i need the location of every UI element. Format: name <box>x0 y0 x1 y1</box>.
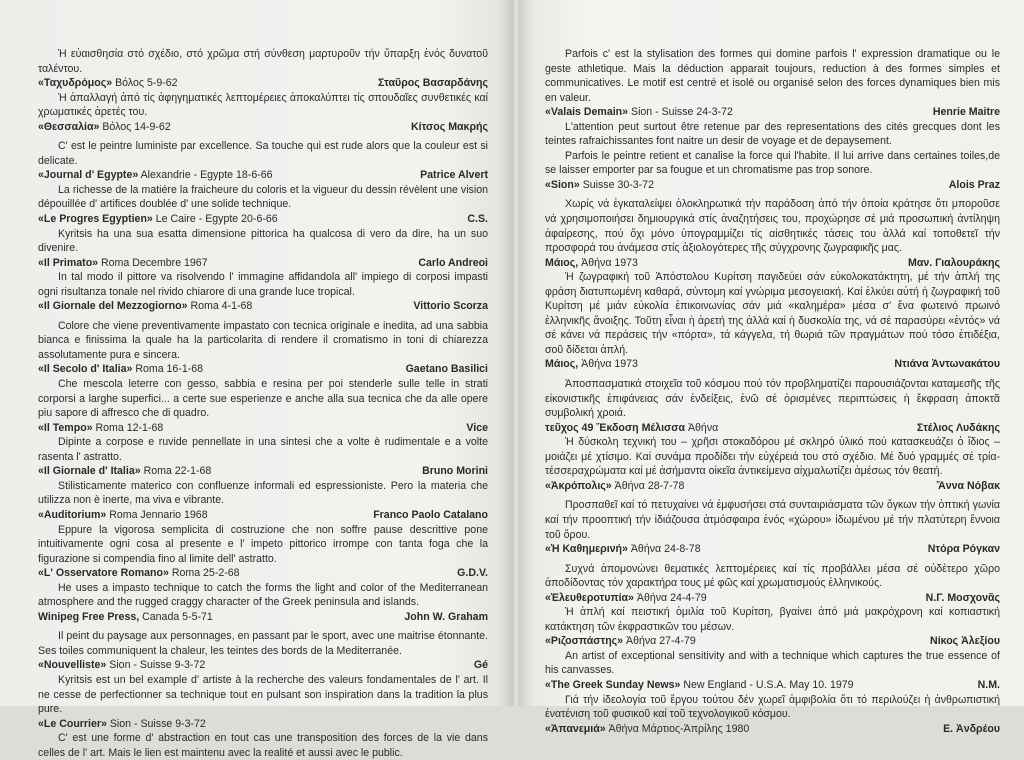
publication-place-date: Roma 4-1-68 <box>190 300 253 313</box>
publication-place-date: Roma 25-2-68 <box>171 567 240 580</box>
review-quote: Dipinte a corpose e ruvide pennellate in una sintesi che a volte è rudimentale e a volte rasenta l' astratto. <box>38 436 488 463</box>
review-source <box>38 566 488 581</box>
review-quote: An artist of exceptional sensitivity and with a technique which captures the true essence of his canvasses. <box>545 649 1000 677</box>
review-source <box>38 212 488 227</box>
review-source <box>545 421 1000 436</box>
review-author: N.M. <box>977 678 1000 691</box>
source-publication <box>38 658 205 673</box>
review-source <box>38 76 488 91</box>
publication-place-date: Ἀθήνα 27-4-79 <box>626 635 696 648</box>
review-source <box>545 591 1000 606</box>
source-publication <box>545 678 854 693</box>
review-author: Ἄννα Νόβακ <box>936 479 1000 492</box>
source-publication <box>545 591 707 606</box>
publication-name: «Il Tempo» <box>38 421 93 434</box>
review-source <box>38 658 488 673</box>
source-publication <box>38 256 208 271</box>
review-source <box>545 542 1000 557</box>
review-author: Νίκος Ἀλεξίου <box>930 635 1000 648</box>
review-source <box>545 256 1000 271</box>
publication-name: «Nouvelliste» <box>38 659 107 672</box>
publication-place-date: Canada 5-5-71 <box>142 610 213 623</box>
review-author: C.S. <box>467 213 488 226</box>
review-author: Vice <box>466 421 488 434</box>
review-quote: Προσπαθεῖ καί τό πετυχαίνει νά ἐμφυσήσει στά συνταιριάσματα τῶν ὄγκων τήν ὀπτική γωνία καί τήν προοπτική τήν ἰδιάζουσα ἀτμόσφαιρα ἑνός «χώρου» ἰδωμένου μέ τήν πλατύτερη ἔννοια τοῦ ὅρου. <box>545 499 1000 541</box>
review-quote: Kyritsis est un bel example d' artiste à la recherche des valeurs fondamentales de l' art. Il ne cesse de perfectionner sa technique tout en pulsant son inspiration dans la tradition la plus pure. <box>38 673 488 716</box>
publication-place-date: Ἀθήνα 28-7-78 <box>614 479 685 492</box>
publication-place-date: Ἀθήνα Μάρτιος-Ἀπρίλης 1980 <box>608 722 750 735</box>
review-quote: In tal modo il pittore va risolvendo l' immagine affidandola all' impiego di corposi impasti ogni risultanza tonale nel rivido chiarore di una grande luce tropical. <box>38 271 488 298</box>
review-author: Ν.Γ. Μοσχονᾶς <box>925 591 1000 604</box>
publication-name: «Journal d' Egypte» <box>38 169 139 182</box>
review-source <box>545 105 1000 120</box>
review-source <box>38 120 488 135</box>
source-publication <box>38 610 213 625</box>
source-publication <box>38 566 240 581</box>
review-author: Ντόρα Ρόγκαν <box>927 543 1000 556</box>
review-author: Vittorio Scorza <box>413 300 488 313</box>
review-quote: Parfois le peintre retient et canalise la force qui l'habite. Il lui arrive dans certaines toiles,de se laisser emporter par sa fougue et un chromatisme pas trop sonore. <box>545 149 1000 177</box>
review-source <box>38 421 488 436</box>
publication-name: Μάιος, <box>545 256 579 269</box>
review-quote: Che mescola leterre con gesso, sabbia e resina per poi stenderle sulle telle in strati corporsi a larghe superfici... a certe sue esperienze e anche alla sua tecnica che da alle opere piu sapore di affresco che di quadro. <box>38 378 488 420</box>
review-source <box>38 256 488 271</box>
review-source <box>545 178 1000 193</box>
review-quote: Ἡ ζωγραφική τοῦ Ἀπόστολου Κυρίτση παγιδεύει σάν εὐκολοκατάκτητη, μέ τήν ἁπλή της φράση διατυπωμένη καθαρά, σύντομη καί γνώριμα μεσογειακή. Καί ἑλκύει αὐτή ἡ ζωγραφική τοῦ Κυρίτση μέ μιάν εὐκολία ἐπικοινωνίας σάν μιά «καλημέρα» μέσα σ' ἕνα φωτεινό πρωινό ἑλληνικῆς ἄνοιξης. Τοῦτη εἶναι ἡ ἀρετή της ἀλλά καί ἡ δυσκολία της, νά σέ παρασύρει «ἐντός» νά σέ κάνει νά περάσεις τήν «πόρτα», τά κάγγελα, τή θωριά τῶν πραγμάτων πού τόσο ἐπιδέξια, σοῦ δίδεται ἁπλή. <box>545 271 1000 356</box>
publication-name: «Ριζοσπάστης» <box>545 635 624 648</box>
publication-name: «Valais Demain» <box>545 106 629 119</box>
publication-name: «Il Secolo d' Italia» <box>38 363 133 376</box>
publication-name: «Ἀπανεμιά» <box>545 722 606 735</box>
source-publication <box>38 120 171 135</box>
right-column <box>545 47 1000 736</box>
left-column <box>38 47 488 760</box>
source-publication <box>545 479 684 494</box>
publication-place-date: Ἀθήνα <box>687 421 719 434</box>
review-author: Στέλιος Λυδάκης <box>916 421 1000 434</box>
publication-name: «Auditorium» <box>38 508 107 521</box>
source-publication <box>38 76 178 91</box>
publication-name: Winipeg Free Press, <box>38 610 140 623</box>
review-quote: Ἡ δύσκολη τεχνική του – χρῆσι στοκαδόρου μέ σκληρό ὑλικό πού κατασκευάζει ὁ ἴδιος – μοιάζει μέ χτίσιμο. Καί συνάμα προδίδει τήν εὐχέρειά του στό σχέδιο. Μέ δυό γραμμές σέ τρία-τέσσεραχρώματα καί μέ ἀσήμαντα οἰκεῖα ἀντικείμενα αἰχμαλωτίζει ἀμέσως τόν θεατή. <box>545 436 1000 478</box>
review-quote: L'attention peut surtout être retenue par des representations des cités grecques dont les teintes rafraichissantes font naitre un desir de voyage et de depaysement. <box>545 120 1000 148</box>
review-source <box>38 168 488 183</box>
publication-name: «L' Osservatore Romano» <box>38 567 169 580</box>
review-author: Henrie Maitre <box>932 106 1000 119</box>
source-publication <box>545 421 718 436</box>
review-author: Ντιάνα Ἀντωνακάτου <box>894 358 1000 371</box>
publication-place-date: Ἀθήνα 24-8-78 <box>630 543 701 556</box>
review-quote: Ἀποσπασματικά στοιχεῖα τοῦ κόσμου πού τόν προβληματίζει παρουσιάζονται καταμεσῆς τῆς εἰκονιστικῆς ἐπιφάνειας σάν ἐνδείξεις, ἐνῶ σέ ὁρισμένες περιπτώσεις ἡ ἔκφραση ἀποκτᾶ συμβολική χροιά. <box>545 378 1000 420</box>
review-source <box>545 479 1000 494</box>
review-quote: Γιά τήν ἰδεολογία τοῦ ἔργου τούτου δέν χωρεῖ ἀμφιβολία ὅτι τό περιλούζει ἡ ἀνθρωπιστική ἐνατένιση τοῦ φυσικοῦ καί τοῦ τεχνολογικοῦ κόσμου. <box>545 693 1000 721</box>
review-source <box>38 508 488 523</box>
review-author: Carlo Andreoi <box>418 256 488 269</box>
publication-name: «Il Primato» <box>38 256 99 269</box>
publication-place-date: Sion - Suisse 24-3-72 <box>631 106 733 119</box>
review-source <box>38 610 488 625</box>
publication-place-date: Roma 12-1-68 <box>95 421 164 434</box>
source-publication <box>38 717 206 732</box>
publication-name: Μάιος, <box>545 358 579 371</box>
review-quote: Ἡ ἁπλή καί πειστική ὁμιλία τοῦ Κυρίτση, βγαίνει ἀπό μιά μακρόχρονη καί κοπιαστική κατάκτηση τῶν ἐκφραστικῶν του μέσων. <box>545 606 1000 633</box>
publication-name: «Il Giornale d' Italia» <box>38 465 141 478</box>
publication-name: «Θεσσαλία» <box>38 120 100 133</box>
review-quote: He uses a impasto technique to catch the forms the light and color of the Mediterranean atmosphere and the rugged craggy character of the Greek peninsula and islands. <box>38 581 488 609</box>
publication-place-date: Ἀθήνα 1973 <box>581 256 638 269</box>
review-source <box>545 722 1000 737</box>
source-publication <box>38 299 252 314</box>
source-publication <box>545 722 749 737</box>
review-author: Κίτσος Μακρής <box>411 120 488 133</box>
publication-name: «Le Progres Egyptien» <box>38 213 153 226</box>
publication-place-date: Roma 16-1-68 <box>135 363 204 376</box>
review-author: G.D.V. <box>457 567 488 580</box>
review-quote: Parfois c' est la stylisation des formes qui domine parfois l' expression dramatique ou le geste athletique. Mais la déduction apparait toujours, reduction à des formes simples et communicatives. Le motif est centré et isolé ou organisé selon des forces dynamiques bien mis en valeur. <box>545 48 1000 104</box>
review-quote: Χωρίς νά ἐγκαταλείψει ὁλοκληρωτικά τήν παράδοση ἀπό τήν ὁποία κράτησε ὅτι μποροῦσε νά χρησιμοποιήσει δημιουργικά στίς ἀναζητήσεις του, προχώρησε σέ μιά προσωπική ἀντίληψη ἀφαίρεσης, πού ὄχι μόνο ὑπογραμμίζει τίς αἰσθητικές τάσεις του ἀλλά καί τοποθετεῖ τήν προσφορά του ἀνάμεσα στίς ἀξιολογότερες τῆς σύγχρονης ζωγραφικῆς μας. <box>545 198 1000 255</box>
publication-place-date: Βόλος 5-9-62 <box>115 77 178 90</box>
publication-name: «Sion» <box>545 178 580 191</box>
review-source <box>38 717 488 732</box>
review-quote: Colore che viene preventivamente impastato con tecnica originale e inedita, ad una sabbia bianca e finissima la quale ha la particolarita di rendere il cromatismo in toni di chiarezza assolutamente pura e sincera. <box>38 319 488 361</box>
source-publication <box>545 357 638 372</box>
review-author: Alois Praz <box>948 178 1000 191</box>
publication-place-date: New England - U.S.A. May 10. 1979 <box>683 678 854 691</box>
publication-name: «Ἐλευθεροτυπία» <box>545 591 634 604</box>
publication-place-date: Le Caire - Egypte 20-6-66 <box>155 213 278 226</box>
source-publication <box>545 256 638 271</box>
review-author: Gé <box>473 659 488 672</box>
publication-place-date: Roma Decembre 1967 <box>101 256 208 269</box>
review-author: Ε. Ἀνδρέου <box>943 722 1000 735</box>
publication-name: «The Greek Sunday News» <box>545 678 681 691</box>
publication-place-date: Ἀθήνα 24-4-79 <box>636 591 707 604</box>
review-author: Gaetano Basilici <box>405 363 488 376</box>
review-quote: Stilisticamente materico con confluenze informali ed espressioniste. Pero la materia che utilizza non è inerte, ma viva e vibrante. <box>38 479 488 507</box>
publication-name: «Ἀκρόπολις» <box>545 479 612 492</box>
source-publication <box>545 105 733 120</box>
publication-place-date: Suisse 30-3-72 <box>582 178 654 191</box>
publication-place-date: Βόλος 14-9-62 <box>102 120 171 133</box>
publication-name: τεῦχος 49 Ἔκδοση Μέλισσα <box>545 421 686 434</box>
review-source <box>545 357 1000 372</box>
review-quote: La richesse de la matiére la fraicheure du coloris et la vigueur du dessin révèlent une vision dépouillée d' artifices doublée d' une solide technique. <box>38 183 488 211</box>
review-quote: Kyritsis ha una sua esatta dimensione pittorica ha qualcosa di vero da dire, ha un suo divenire. <box>38 227 488 255</box>
review-quote: Ἡ εὐαισθησία στό σχέδιο, στό χρῶμα στή σύνθεση μαρτυροῦν τήν ὕπαρξη ἑνός δυνατοῦ ταλέντου. <box>38 48 488 75</box>
publication-place-date: Ἀθήνα 1973 <box>581 358 638 371</box>
review-author: Μαν. Γιαλουράκης <box>908 256 1000 269</box>
source-publication <box>545 542 701 557</box>
source-publication <box>38 168 273 183</box>
publication-name: «Le Courrier» <box>38 717 107 730</box>
review-author: John W. Graham <box>404 610 488 623</box>
review-quote: C' est le peintre luministe par excellence. Sa touche qui est rude alors que la couleur est si delicate. <box>38 140 488 167</box>
publication-name: «Ταχυδρόμος» <box>38 77 113 90</box>
source-publication <box>38 212 278 227</box>
review-quote: Συχνά ἀπομονώνει θεματικές λεπτομέρειες καί τίς προβάλλει μέσα σέ οὐδέτερο χῶρο ἀποδίδοντας τόν χαρακτήρα τους μέ φῶς καί χρωματισμούς ἑλληνικούς. <box>545 562 1000 590</box>
publication-name: «Ἡ Καθημερινή» <box>545 543 628 556</box>
review-source <box>38 299 488 314</box>
review-quote: Ἡ ἀπαλλαγή ἀπό τίς ἀφηγηματικές λεπτομέρειες ἀποκαλύπτει τίς σπουδαῖες συνθετικές καί χρωματικές ἀρετές του. <box>38 91 488 119</box>
source-publication <box>545 634 696 649</box>
review-source <box>545 634 1000 649</box>
publication-name: «Il Giornale del Mezzogiorno» <box>38 300 188 313</box>
review-quote: Eppure la vigorosa semplicita di costruzione che non soffre pause descrittive pone intuitivamente ogni cosa al presente e l' impeto pittorico irrompe con tanta foga che la figurazione si compendia fino al limite dell' astratto. <box>38 523 488 565</box>
review-author: Bruno Morini <box>422 465 488 478</box>
source-publication <box>545 178 654 193</box>
publication-place-date: Sion - Suisse 9-3-72 <box>109 717 206 730</box>
review-quote: Il peint du paysage aux personnages, en passant par le sport, avec une maitrise étonnante. Ses toiles communiquent la chaleur, les teintes des bords de la Mediterranée. <box>38 630 488 657</box>
source-publication <box>38 362 203 377</box>
review-source <box>545 678 1000 693</box>
right-page <box>518 0 1024 735</box>
review-source <box>38 362 488 377</box>
review-quote: C' est une forme d' abstraction en tout cas une transposition des forces de la vie dans celles de l' art. Mais le lien est maintenu avec la realité et aussi avec le public. <box>38 732 488 759</box>
review-author: Franco Paolo Catalano <box>373 508 488 521</box>
source-publication <box>38 421 163 436</box>
publication-place-date: Roma Jennario 1968 <box>109 508 208 521</box>
review-source <box>38 464 488 479</box>
review-author: Σταῦρος Βασαρδάνης <box>377 77 488 90</box>
source-publication <box>38 464 211 479</box>
publication-place-date: Sion - Suisse 9-3-72 <box>109 659 206 672</box>
publication-place-date: Alexandrie - Egypte 18-6-66 <box>140 169 273 182</box>
publication-place-date: Roma 22-1-68 <box>143 465 212 478</box>
review-author: Patrice Alvert <box>420 169 488 182</box>
source-publication <box>38 508 208 523</box>
